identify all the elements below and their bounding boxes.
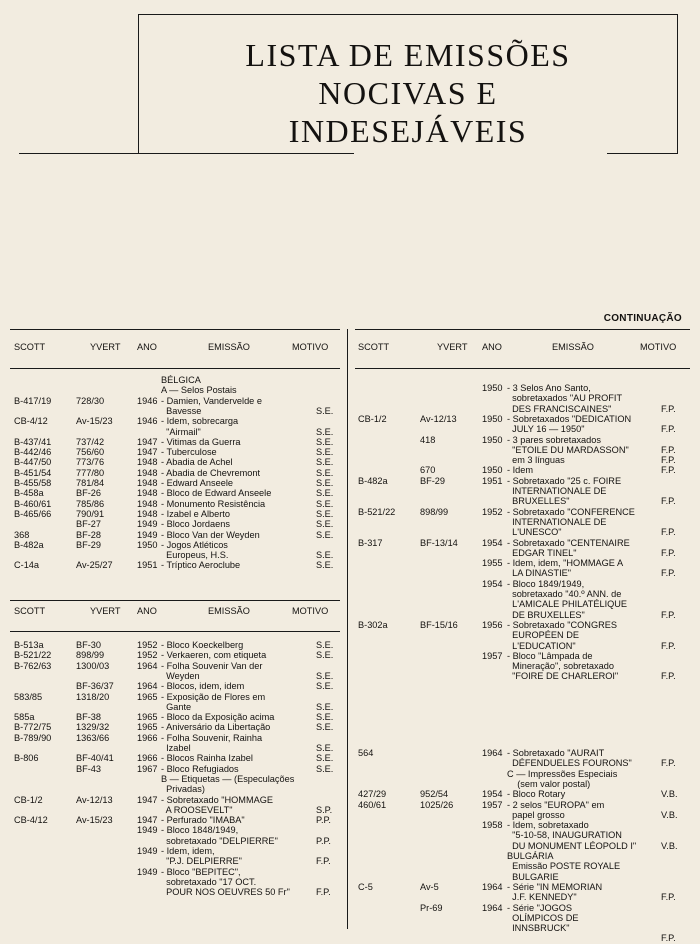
scott-cell: 460/61	[358, 799, 387, 810]
ano-cell: 1949	[137, 846, 158, 856]
scott-cell: B-317	[358, 537, 383, 548]
ano-cell: 1947	[137, 794, 158, 805]
motivo-cell: S.E.	[316, 478, 334, 488]
emissao-cell: sobretaxado "DELPIERRE"	[161, 835, 278, 846]
ano-cell: 1946	[137, 395, 158, 406]
motivo-cell: V.B.	[661, 840, 678, 851]
yvert-cell: 773/76	[76, 457, 105, 468]
motivo-cell: S.E.	[316, 405, 334, 416]
ano-cell: 1954	[482, 578, 503, 589]
motivo-cell: S.E.	[316, 560, 334, 571]
yvert-cell: BF-27	[76, 519, 102, 530]
emissao-cell: JULY 16 — 1950"	[507, 424, 585, 435]
emissao-cell: "P.J. DELPIERRE"	[161, 856, 242, 867]
ano-cell: 1965	[137, 722, 158, 733]
ano-cell: 1958	[482, 820, 503, 831]
emissao-cell: - Monumento Resistência	[161, 498, 266, 509]
emissao-cell: em 3 línguas	[507, 455, 565, 466]
scott-cell: CB-1/2	[14, 794, 43, 805]
scott-cell: 583/85	[14, 691, 43, 702]
yvert-cell: BF-43	[76, 763, 102, 774]
emissao-cell: L'EDUCATION"	[507, 640, 576, 651]
yvert-cell: 756/60	[76, 447, 105, 458]
header2-yvert: YVERT	[90, 606, 121, 616]
emissao-cell: - Damien, Vandervelde e	[161, 395, 262, 406]
emissao-cell: "5-10-58, INAUGURATION	[507, 830, 622, 841]
emissao-cell: L'AMICALE PHILATÉLIQUE	[507, 599, 628, 610]
title-box	[138, 14, 678, 154]
motivo-cell: S.E.	[316, 550, 334, 561]
yvert-cell: BF-38	[76, 712, 102, 723]
motivo-cell: F.P.	[661, 496, 676, 507]
yvert-cell: Av-12/13	[420, 413, 457, 424]
emissao-cell: - Bloco Jordaens	[161, 519, 230, 530]
ano-cell: 1965	[137, 712, 158, 723]
emissao-cell: - Bloco "BEPITEC",	[161, 866, 241, 877]
emissao-cell: - Bloco da Exposição acima	[161, 712, 275, 723]
emissao-cell: A ROOSEVELT"	[161, 804, 233, 815]
emissao-cell: papel grosso	[507, 809, 565, 820]
header-motivo: MOTIVO	[292, 342, 329, 352]
motivo-cell: S.E.	[316, 457, 334, 468]
yvert-cell: Av-25/27	[76, 560, 113, 571]
emissao-cell: (sem valor postal)	[507, 778, 591, 789]
ano-cell: 1964	[482, 748, 503, 758]
emissao-cell: BRUXELLES"	[507, 496, 570, 507]
motivo-cell: P.P.	[316, 835, 331, 846]
yvert-cell: 777/80	[76, 467, 105, 478]
emissao-cell: - Tuberculose	[161, 447, 217, 458]
motivo-cell: S.E.	[316, 488, 334, 499]
header2-emissao: EMISSÃO	[208, 606, 250, 616]
motivo-cell: F.P.	[316, 887, 331, 898]
motivo-cell: S.E.	[316, 650, 334, 661]
ano-cell: 1948	[137, 457, 158, 468]
emissao-cell: - Vitimas da Guerra	[161, 436, 241, 447]
motivo-cell: F.P.	[661, 403, 676, 414]
yvert-cell: BF-36/37	[76, 681, 114, 692]
emissao-cell: - Bloco Rotary	[507, 789, 566, 800]
ano-cell: 1967	[137, 763, 158, 774]
yvert-cell: 898/99	[420, 506, 449, 517]
scott-cell: B-460/61	[14, 498, 52, 509]
emissao-cell: - Bloco Van der Weyden	[161, 529, 260, 540]
emissao-cell: DES FRANCISCAINES"	[507, 403, 612, 414]
motivo-cell: F.P.	[661, 568, 676, 579]
scott-cell: B-482a	[358, 475, 388, 486]
header-ano-right: ANO	[482, 342, 502, 352]
emissao-cell: Weyden	[161, 670, 200, 681]
left-header2-top-rule	[10, 600, 340, 601]
ano-cell: 1957	[482, 650, 503, 661]
emissao-cell: - Abadia de Achel	[161, 457, 233, 468]
emissao-cell: - Folha Souvenir, Rainha	[161, 732, 263, 743]
motivo-cell: F.P.	[661, 444, 676, 455]
motivo-cell: F.P.	[661, 547, 676, 558]
ano-cell: 1950	[482, 434, 503, 445]
yvert-cell: BF-30	[76, 640, 102, 650]
yvert-cell: BF-13/14	[420, 537, 458, 548]
header-yvert: YVERT	[90, 342, 121, 352]
ano-cell: 1950	[482, 413, 503, 424]
emissao-cell: BULGÁRIA	[507, 851, 554, 861]
emissao-cell: sobretaxado "17 OCT.	[161, 876, 257, 887]
emissao-cell: J.F. KENNEDY"	[507, 892, 577, 903]
emissao-cell: - Edward Anseele	[161, 478, 234, 488]
emissao-cell: - Bloco Koeckelberg	[161, 640, 244, 650]
ano-cell: 1952	[137, 640, 158, 650]
scott-cell: B-447/50	[14, 457, 52, 468]
emissao-cell: Bavesse	[161, 405, 202, 416]
emissao-cell: - Bloco "Lâmpada de	[507, 650, 593, 661]
motivo-cell: S.E.	[316, 753, 334, 764]
emissao-cell: sobretaxado "40.º ANN. de	[507, 589, 622, 599]
emissao-cell: - Idem, idem,	[161, 846, 215, 856]
motivo-cell: S.E.	[316, 712, 334, 723]
yvert-cell: 781/84	[76, 478, 105, 488]
ano-cell: 1952	[482, 506, 503, 517]
ano-cell: 1949	[137, 529, 158, 540]
motivo-cell: S.E.	[316, 722, 334, 733]
motivo-cell: F.P.	[661, 424, 676, 435]
header-emissao-right: EMISSÃO	[552, 342, 594, 352]
motivo-cell: S.E.	[316, 670, 334, 681]
scott-cell: 427/29	[358, 789, 387, 800]
scott-cell: 368	[14, 529, 30, 540]
scott-cell: C-14a	[14, 560, 40, 571]
yvert-cell: BF-29	[420, 475, 446, 486]
continuation-label: CONTINUAÇÃO	[603, 313, 682, 324]
emissao-cell: - Jogos Atléticos	[161, 539, 228, 550]
page-title-line-3: INDESEJÁVEIS	[288, 113, 528, 149]
emissao-cell: - Sobretaxado "25 c. FOIRE	[507, 475, 622, 486]
emissao-cell: - Sobretaxado "CENTENAIRE	[507, 537, 630, 548]
yvert-cell: BF-26	[76, 488, 102, 499]
emissao-cell: - Bloco 1849/1949,	[507, 578, 585, 589]
ano-cell: 1948	[137, 498, 158, 509]
emissao-cell: - Série "JOGOS	[507, 902, 573, 913]
emissao-cell: OLÍMPICOS DE	[507, 912, 579, 923]
emissao-cell: - 2 selos "EUROPA" em	[507, 799, 605, 810]
left-header-top-rule	[10, 329, 340, 330]
yvert-cell: BF-15/16	[420, 619, 458, 630]
ano-cell: 1964	[137, 681, 158, 692]
header2-scott: SCOTT	[14, 606, 46, 616]
motivo-cell: S.E.	[316, 426, 334, 437]
header-emissao: EMISSÃO	[208, 342, 250, 352]
header-scott-right: SCOTT	[358, 342, 390, 352]
scott-cell: B-302a	[358, 619, 388, 630]
ano-cell: 1957	[482, 799, 503, 810]
emissao-cell: - Blocos, idem, idem	[161, 681, 245, 692]
emissao-cell: Gante	[161, 701, 192, 712]
ano-cell: 1966	[137, 732, 158, 743]
emissao-cell: - Bloco de Edward Anseele	[161, 488, 272, 499]
emissao-cell: LA DINASTIE"	[507, 568, 572, 579]
ano-cell: 1949	[137, 866, 158, 877]
emissao-cell: Mineração", sobretaxado	[507, 661, 614, 672]
emissao-cell: - Bloco Refugiados	[161, 763, 239, 774]
emissao-cell: DU MONUMENT LÉOPOLD I"	[507, 840, 637, 851]
emissao-cell: POUR NOS OEUVRES 50 Fr"	[161, 887, 290, 898]
emissao-cell: Izabel	[161, 743, 191, 753]
scott-cell: B-806	[14, 753, 39, 764]
header2-ano: ANO	[137, 606, 157, 616]
left-header-bottom-rule	[10, 368, 340, 369]
emissao-cell: - Blocos Rainha Izabel	[161, 753, 253, 764]
emissao-cell: - Tríptico Aeroclube	[161, 560, 241, 571]
page-title-line-2: NOCIVAS E	[318, 75, 498, 111]
yvert-cell: 1318/20	[76, 691, 110, 702]
emissao-cell: - 3 Selos Ano Santo,	[507, 383, 591, 393]
emissao-cell: - Exposição de Flores em	[161, 691, 266, 702]
ano-cell: 1950	[482, 465, 503, 476]
motivo-cell: S.E.	[316, 436, 334, 447]
motivo-cell: S.E.	[316, 519, 334, 530]
scott-cell: B-465/66	[14, 508, 52, 519]
yvert-cell: BF-29	[76, 539, 102, 550]
emissao-cell: INTERNATIONALE DE	[507, 516, 607, 527]
motivo-cell: V.B.	[661, 789, 678, 800]
ano-cell: 1946	[137, 416, 158, 427]
emissao-cell: Europeus, H.S.	[161, 550, 229, 561]
motivo-cell: F.P.	[661, 758, 676, 769]
emissao-cell: DE BRUXELLES"	[507, 609, 585, 620]
yvert-cell: 785/86	[76, 498, 105, 509]
emissao-cell: INNSBRUCK"	[507, 923, 570, 934]
scott-cell: B-789/90	[14, 732, 52, 743]
ano-cell: 1954	[482, 789, 503, 800]
emissao-cell: C — Impressões Especiais	[507, 768, 618, 779]
scott-cell: B-455/58	[14, 478, 52, 488]
yvert-cell: 737/42	[76, 436, 105, 447]
yvert-cell: 728/30	[76, 395, 105, 406]
emissao-cell: - Perfurado "IMABA"	[161, 815, 245, 826]
emissao-cell: - Verkaeren, com etiqueta	[161, 650, 267, 661]
emissao-cell: B — Etiquetas — (Especulações	[161, 773, 295, 784]
emissao-cell: "Airmail"	[161, 426, 201, 437]
motivo-cell: F.P.	[661, 455, 676, 466]
scott-cell: B-458a	[14, 488, 44, 499]
left-header2-bottom-rule	[10, 631, 340, 632]
yvert-cell: 418	[420, 434, 436, 445]
emissao-cell: - Série "IN MEMORIAN	[507, 881, 603, 892]
ano-cell: 1948	[137, 488, 158, 499]
header-scott: SCOTT	[14, 342, 46, 352]
emissao-cell: - Bloco 1848/1949,	[161, 825, 239, 836]
yvert-cell: 1025/26	[420, 799, 454, 810]
yvert-cell: 1329/32	[76, 722, 110, 733]
ano-cell: 1947	[137, 436, 158, 447]
emissao-cell: - Idem, sobrecarga	[161, 416, 239, 427]
yvert-cell: 1300/03	[76, 660, 110, 671]
emissao-cell: Privadas)	[161, 784, 205, 795]
emissao-cell: - Idem, sobretaxado	[507, 820, 589, 831]
motivo-cell: S.E.	[316, 640, 334, 650]
ano-cell: 1954	[482, 537, 503, 548]
emissao-cell: - Idem, idem, "HOMMAGE A	[507, 558, 624, 569]
scott-cell: B-437/41	[14, 436, 52, 447]
yvert-cell: 898/99	[76, 650, 105, 661]
column-divider	[347, 329, 348, 929]
motivo-cell: S.P.	[316, 804, 333, 815]
ano-cell: 1951	[482, 475, 503, 486]
scott-cell: B-417/19	[14, 395, 52, 406]
motivo-cell: S.E.	[316, 529, 334, 540]
ano-cell: 1950	[482, 383, 503, 393]
emissao-cell: - Aniversário da Libertação	[161, 722, 271, 733]
motivo-cell: S.E.	[316, 701, 334, 712]
emissao-cell: - Sobretaxado "CONGRES	[507, 619, 617, 630]
scott-cell: CB-1/2	[358, 413, 387, 424]
ano-cell: 1964	[482, 902, 503, 913]
motivo-cell: P.P.	[316, 815, 331, 826]
scott-cell: C-5	[358, 881, 373, 892]
yvert-cell: 790/91	[76, 508, 105, 519]
header-motivo-right: MOTIVO	[640, 342, 677, 352]
scott-cell: B-482a	[14, 539, 44, 550]
ano-cell: 1956	[482, 619, 503, 630]
scott-cell: B-762/63	[14, 660, 52, 671]
motivo-cell: V.B.	[661, 809, 678, 820]
motivo-cell: S.E.	[316, 467, 334, 478]
emissao-cell: EUROPÉEN DE	[507, 630, 579, 641]
motivo-cell: F.P.	[661, 892, 676, 903]
ano-cell: 1964	[482, 881, 503, 892]
ano-cell: 1965	[137, 691, 158, 702]
emissao-cell: - Sobretaxado "HOMMAGE	[161, 794, 274, 805]
motivo-cell: F.P.	[661, 465, 676, 476]
motivo-cell: F.P.	[316, 856, 331, 867]
yvert-cell: 1363/66	[76, 732, 110, 743]
yvert-cell: 670	[420, 465, 436, 476]
emissao-cell: "FOIRE DE CHARLEROI"	[507, 671, 619, 682]
emissao-cell: sobretaxados "AU PROFIT	[507, 393, 623, 404]
header2-motivo: MOTIVO	[292, 606, 329, 616]
scott-cell: B-513a	[14, 640, 44, 650]
ano-cell: 1951	[137, 560, 158, 571]
ano-cell: 1948	[137, 508, 158, 519]
motivo-cell: F.P.	[661, 671, 676, 682]
emissao-cell: - Abadia de Chevremont	[161, 467, 261, 478]
motivo-cell: F.P.	[661, 527, 676, 538]
right-header-bottom-rule	[355, 368, 690, 369]
yvert-cell: Av-15/23	[76, 815, 113, 826]
scott-cell: B-442/46	[14, 447, 52, 458]
emissao-cell: - Sobretaxados "DEDICATION	[507, 413, 632, 424]
scott-cell: 585a	[14, 712, 35, 723]
ano-cell: 1949	[137, 825, 158, 836]
motivo-cell: F.P.	[661, 640, 676, 651]
scott-cell: 564	[358, 748, 374, 758]
emissao-cell: BULGARIE	[507, 871, 559, 882]
motivo-cell: S.E.	[316, 447, 334, 458]
emissao-cell: DÉFENDUELES FOURONS"	[507, 758, 632, 769]
motivo-cell: S.E.	[316, 508, 334, 519]
emissao-cell: - Idem	[507, 465, 534, 476]
ano-cell: 1952	[137, 650, 158, 661]
emissao-cell: "ETOILE DU MARDASSON"	[507, 444, 629, 455]
emissao-cell: BÉLGICA	[161, 375, 201, 385]
scott-cell: B-772/75	[14, 722, 52, 733]
ano-cell: 1948	[137, 467, 158, 478]
ano-cell: 1966	[137, 753, 158, 764]
yvert-cell: Pr-69	[420, 902, 443, 913]
emissao-cell: A — Selos Postais	[161, 385, 237, 396]
emissao-cell: - Izabel e Alberto	[161, 508, 230, 519]
ano-cell: 1964	[137, 660, 158, 671]
yvert-cell: Av-5	[420, 881, 439, 892]
scott-cell: CB-4/12	[14, 815, 48, 826]
scott-cell: B-521/22	[358, 506, 396, 517]
ano-cell: 1947	[137, 447, 158, 458]
yvert-cell: Av-12/13	[76, 794, 113, 805]
motivo-cell: S.E.	[316, 681, 334, 692]
motivo-cell: F.P.	[661, 933, 676, 944]
emissao-cell: - Sobretaxado "AURAIT	[507, 748, 605, 758]
emissao-cell: EDGAR TINEL"	[507, 547, 577, 558]
emissao-cell: - Folha Souvenir Van der	[161, 660, 263, 671]
yvert-cell: 952/54	[420, 789, 449, 800]
motivo-cell: F.P.	[661, 609, 676, 620]
yvert-cell: BF-40/41	[76, 753, 114, 764]
emissao-cell: INTERNATIONALE DE	[507, 486, 607, 496]
ano-cell: 1950	[137, 539, 158, 550]
scott-cell: B-521/22	[14, 650, 52, 661]
right-header-top-rule	[355, 329, 690, 330]
header-ano: ANO	[137, 342, 157, 352]
scott-cell: B-451/54	[14, 467, 52, 478]
ano-cell: 1949	[137, 519, 158, 530]
emissao-cell: Emissão POSTE ROYALE	[507, 861, 621, 872]
motivo-cell: S.E.	[316, 498, 334, 509]
yvert-cell: BF-28	[76, 529, 102, 540]
emissao-cell: - Sobretaxado "CONFERENCE	[507, 506, 635, 517]
header-yvert-right: YVERT	[437, 342, 468, 352]
page-title-line-1: LISTA DE EMISSÕES	[245, 37, 571, 73]
ano-cell: 1955	[482, 558, 503, 569]
motivo-cell: S.E.	[316, 763, 334, 774]
motivo-cell: S.E.	[316, 743, 334, 753]
emissao-cell: L'UNESCO"	[507, 527, 562, 538]
ano-cell: 1947	[137, 815, 158, 826]
scott-cell: CB-4/12	[14, 416, 48, 427]
ano-cell: 1948	[137, 478, 158, 488]
emissao-cell: - 3 pares sobretaxados	[507, 434, 601, 445]
yvert-cell: Av-15/23	[76, 416, 113, 427]
